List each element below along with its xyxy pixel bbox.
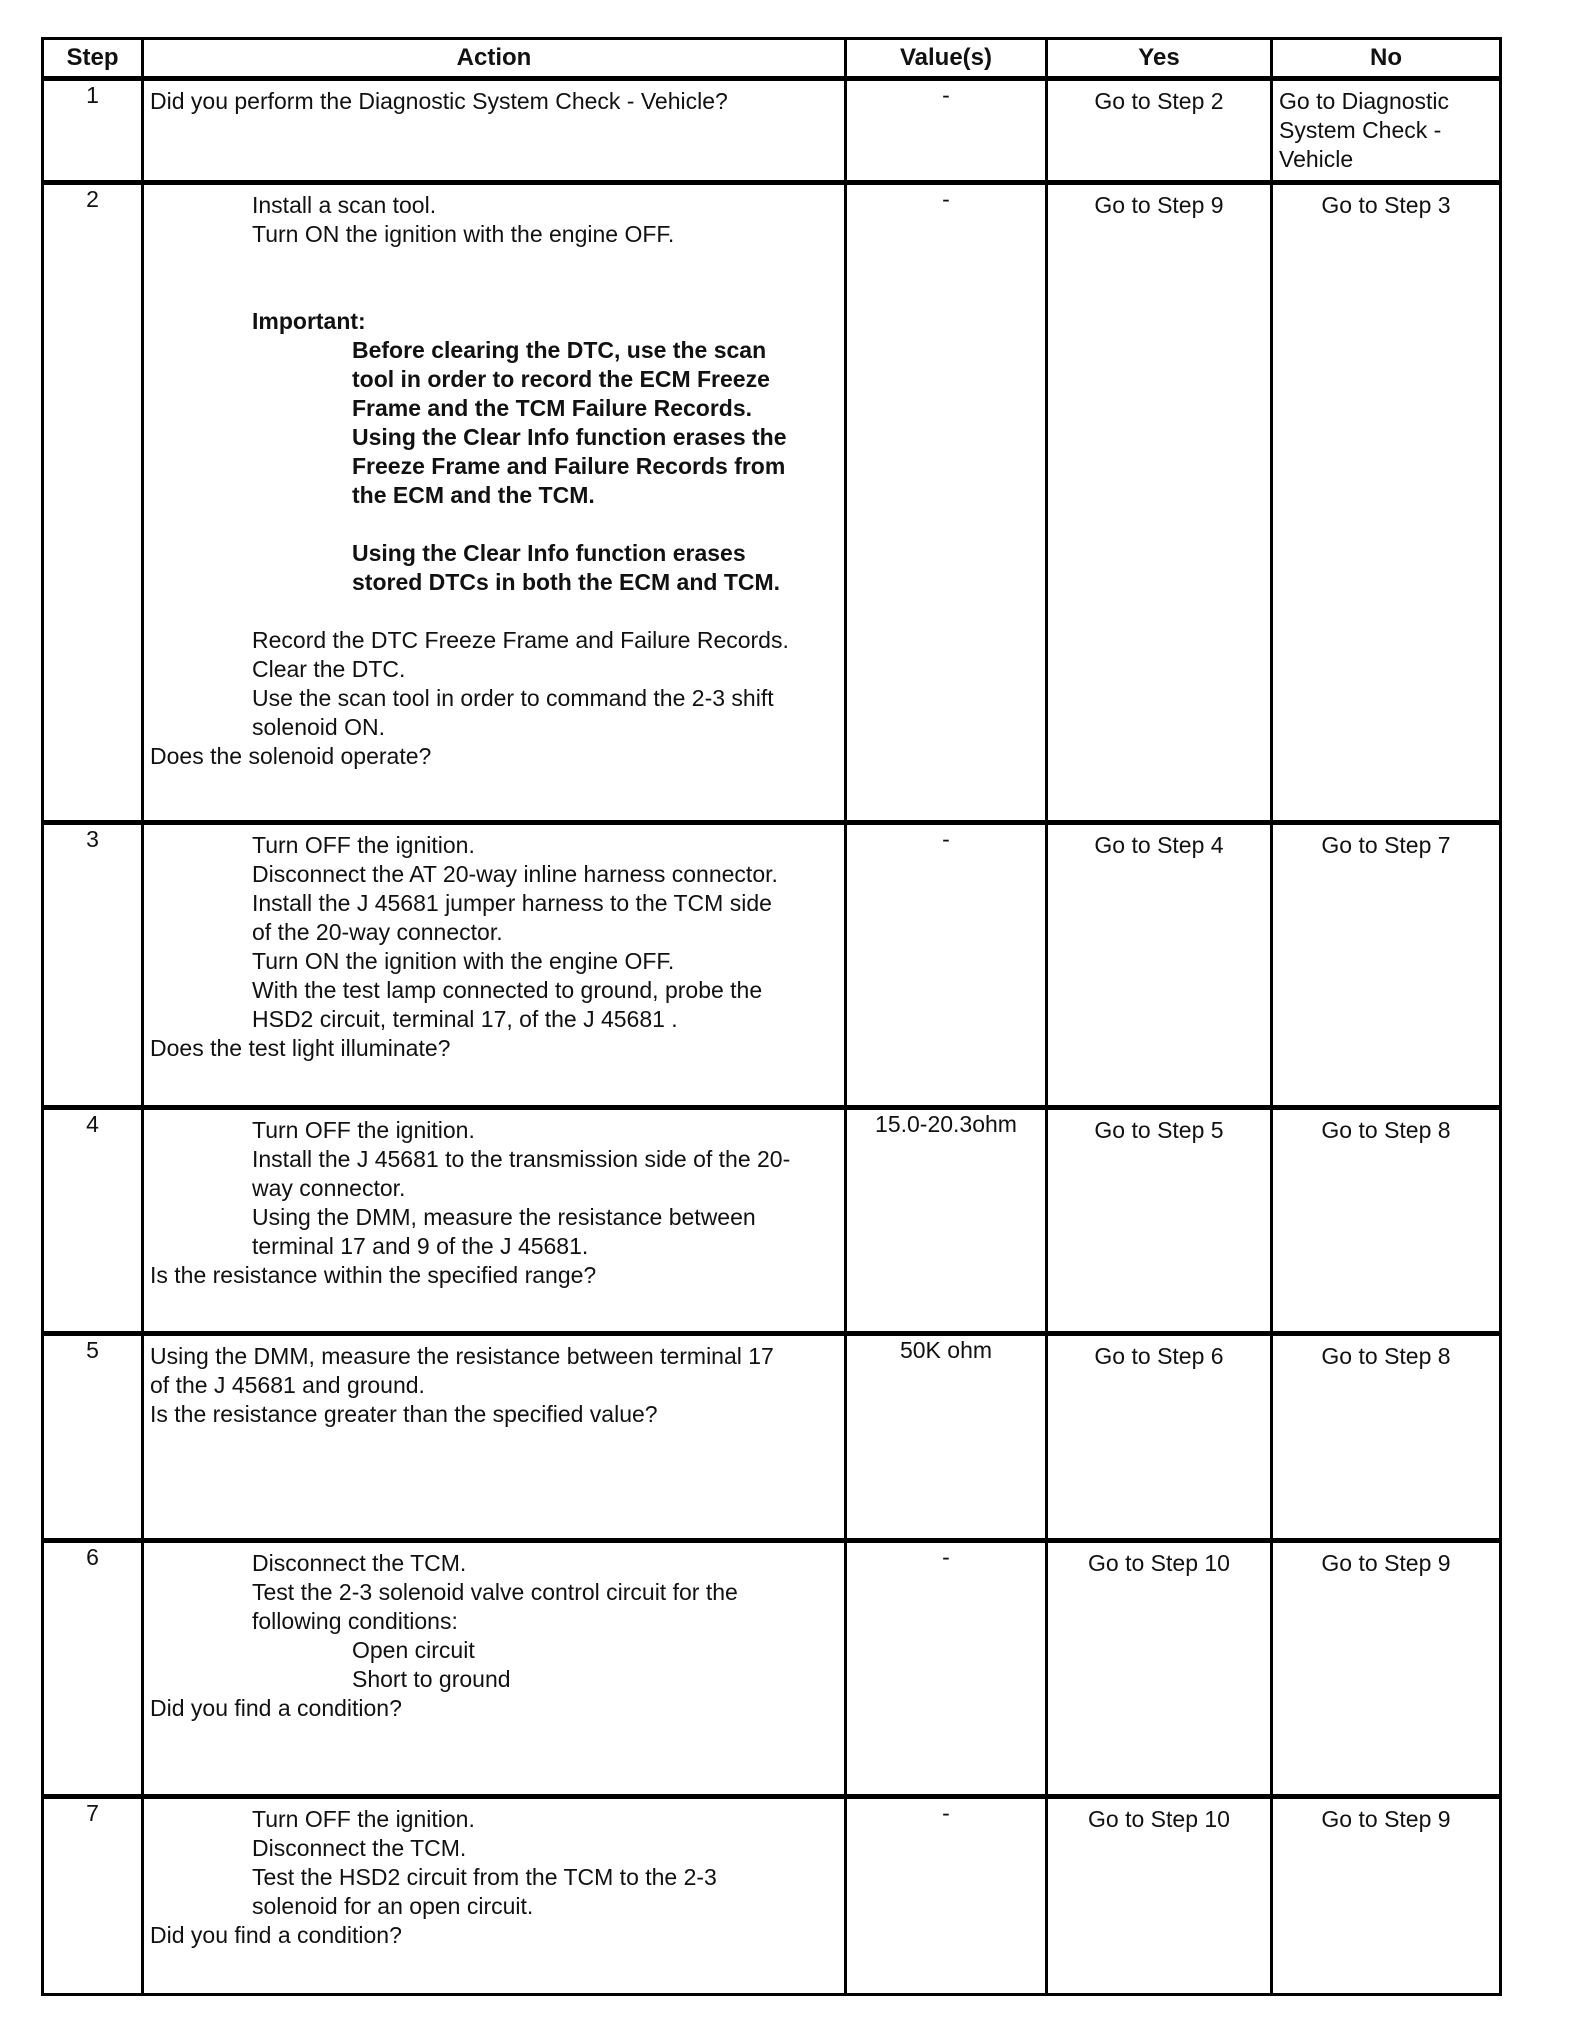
step-yes	[1047, 823, 1272, 1108]
action-line: Did you perform the Diagnostic System Check - Vehicle?	[150, 88, 728, 114]
no-link: Go to Step 8	[1321, 1117, 1451, 1143]
step-value: -	[846, 823, 1047, 1108]
step-number: 5	[43, 1334, 143, 1541]
step-no	[1272, 1541, 1501, 1797]
action-line: Disconnect the TCM.	[252, 1835, 467, 1861]
no-link-line: Go to Diagnostic	[1279, 88, 1450, 114]
step-value: -	[846, 79, 1047, 183]
step-question: Does the solenoid operate?	[150, 743, 432, 769]
important-line: Frame and the TCM Failure Records.	[352, 395, 753, 421]
action-line: Using the DMM, measure the resistance between	[252, 1204, 756, 1230]
step-value: -	[846, 183, 1047, 823]
action-line: Install the J 45681 to the transmission side of the 20-	[252, 1146, 791, 1172]
action-line: of the J 45681 and ground.	[150, 1372, 425, 1398]
header-no: No	[1272, 39, 1501, 79]
step-action	[143, 1334, 846, 1541]
step-yes	[1047, 1541, 1272, 1797]
step-no	[1272, 79, 1501, 183]
step-question: Is the resistance greater than the specified value?	[150, 1401, 658, 1427]
important-line: Before clearing the DTC, use the scan	[352, 337, 767, 363]
action-line: Using the DMM, measure the resistance between terminal 17	[150, 1343, 774, 1369]
action-line: Use the scan tool in order to command the 2-3 shift	[252, 685, 774, 711]
step-row-4	[43, 1108, 1501, 1334]
step-row-5	[43, 1334, 1501, 1541]
step-row-6	[43, 1541, 1501, 1797]
step-row-2	[43, 183, 1501, 823]
step-no	[1272, 183, 1501, 823]
step-action	[143, 183, 846, 823]
step-no	[1272, 1334, 1501, 1541]
important-line: Using the Clear Info function erases	[352, 540, 746, 566]
step-yes	[1047, 183, 1272, 823]
action-line: Test the HSD2 circuit from the TCM to the 2-3	[252, 1864, 717, 1890]
important-line: Freeze Frame and Failure Records from	[352, 453, 786, 479]
no-link: Go to Step 3	[1321, 192, 1451, 218]
step-action	[143, 1541, 846, 1797]
action-line: HSD2 circuit, terminal 17, of the J 45681 .	[252, 1006, 678, 1032]
action-line: Turn ON the ignition with the engine OFF.	[252, 221, 675, 247]
step-number: 6	[43, 1541, 143, 1797]
action-line: With the test lamp connected to ground, probe the	[252, 977, 763, 1003]
important-line: stored DTCs in both the ECM and TCM.	[352, 569, 781, 595]
step-number: 1	[43, 79, 143, 183]
action-line: Turn OFF the ignition.	[252, 1806, 475, 1832]
action-line: way connector.	[252, 1175, 406, 1201]
action-line: Disconnect the AT 20-way inline harness connector.	[252, 861, 778, 887]
step-action	[143, 1108, 846, 1334]
important-label: Important:	[252, 308, 366, 334]
step-number: 3	[43, 823, 143, 1108]
action-line: terminal 17 and 9 of the J 45681.	[252, 1233, 589, 1259]
step-yes	[1047, 79, 1272, 183]
action-line: solenoid for an open circuit.	[252, 1893, 534, 1919]
step-number: 7	[43, 1797, 143, 1995]
step-value: -	[846, 1541, 1047, 1797]
step-action	[143, 1797, 846, 1995]
no-link-line: System Check -	[1279, 117, 1442, 143]
action-line: solenoid ON.	[252, 714, 385, 740]
no-link: Go to Step 8	[1321, 1343, 1451, 1369]
action-line: Test the 2-3 solenoid valve control circuit for the	[252, 1579, 738, 1605]
action-line: Disconnect the TCM.	[252, 1550, 467, 1576]
action-line: Install the J 45681 jumper harness to the TCM side	[252, 890, 772, 916]
step-question: Does the test light illuminate?	[150, 1035, 451, 1061]
step-action	[143, 79, 846, 183]
important-line: tool in order to record the ECM Freeze	[352, 366, 770, 392]
step-yes	[1047, 1797, 1272, 1995]
action-line: Record the DTC Freeze Frame and Failure Records.	[252, 627, 789, 653]
yes-link: Go to Step 10	[1088, 1806, 1230, 1832]
step-no	[1272, 1108, 1501, 1334]
step-action	[143, 823, 846, 1108]
header-yes: Yes	[1047, 39, 1272, 79]
yes-link: Go to Step 6	[1094, 1343, 1224, 1369]
yes-link: Go to Step 9	[1094, 192, 1224, 218]
step-value: 50K ohm	[846, 1334, 1047, 1541]
step-row-1	[43, 79, 1501, 183]
no-link: Go to Step 9	[1321, 1806, 1451, 1832]
header-values: Value(s)	[846, 39, 1047, 79]
step-no	[1272, 1797, 1501, 1995]
step-yes	[1047, 1108, 1272, 1334]
yes-link: Go to Step 4	[1094, 832, 1224, 858]
step-value: 15.0-20.3ohm	[846, 1108, 1047, 1334]
step-question: Is the resistance within the specified range?	[150, 1262, 597, 1288]
yes-link: Go to Step 2	[1094, 88, 1224, 114]
important-line: the ECM and the TCM.	[352, 482, 595, 508]
action-line: following conditions:	[252, 1608, 458, 1634]
step-question: Did you find a condition?	[150, 1695, 402, 1721]
header-step: Step	[43, 39, 143, 79]
action-line: Install a scan tool.	[252, 192, 437, 218]
step-question: Did you find a condition?	[150, 1922, 402, 1948]
condition-line: Short to ground	[352, 1666, 511, 1692]
step-number: 2	[43, 183, 143, 823]
step-no	[1272, 823, 1501, 1108]
header-action: Action	[143, 39, 846, 79]
important-line: Using the Clear Info function erases the	[352, 424, 787, 450]
diagnostic-table	[41, 37, 1502, 1996]
no-link: Go to Step 9	[1321, 1550, 1451, 1576]
action-line: Turn OFF the ignition.	[252, 1117, 475, 1143]
yes-link: Go to Step 10	[1088, 1550, 1230, 1576]
action-line: Turn ON the ignition with the engine OFF.	[252, 948, 675, 974]
step-row-7	[43, 1797, 1501, 1995]
step-value: -	[846, 1797, 1047, 1995]
action-line: Turn OFF the ignition.	[252, 832, 475, 858]
yes-link: Go to Step 5	[1094, 1117, 1224, 1143]
header-row	[43, 39, 1501, 79]
step-number: 4	[43, 1108, 143, 1334]
step-row-3	[43, 823, 1501, 1108]
no-link-line: Vehicle	[1279, 146, 1354, 172]
step-yes	[1047, 1334, 1272, 1541]
action-line: of the 20-way connector.	[252, 919, 503, 945]
no-link: Go to Step 7	[1321, 832, 1451, 858]
action-line: Clear the DTC.	[252, 656, 406, 682]
condition-line: Open circuit	[352, 1637, 475, 1663]
